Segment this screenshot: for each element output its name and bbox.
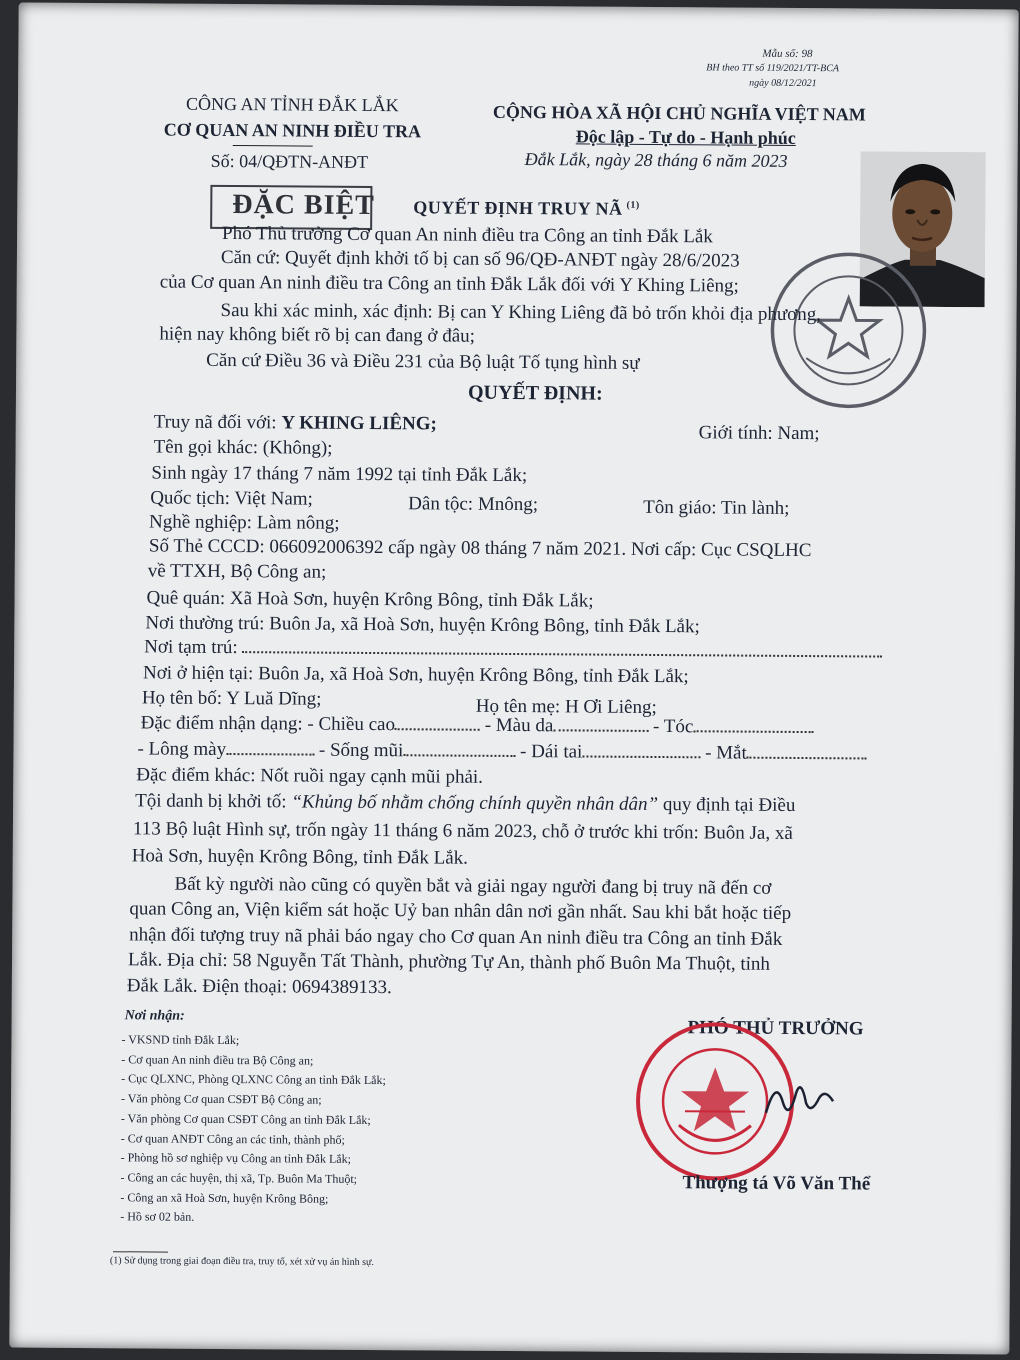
skin-blank	[553, 717, 648, 732]
agency-divider	[233, 145, 313, 147]
eye-blank	[747, 745, 867, 760]
wanted-id-line1: Số Thẻ CCCD: 066092006392 cấp ngày 08 tháng 7 năm 2021. Nơi cấp: Cục CSQLHC	[148, 535, 812, 562]
wanted-birth: Sinh ngày 17 tháng 7 năm 1992 tại tỉnh Đắk Lắk;	[151, 462, 528, 487]
ear-blank	[582, 743, 700, 758]
trait-hair: - Tóc	[653, 715, 694, 738]
trait-eyebrow: - Lông mày	[137, 738, 227, 760]
charge-crime: “Khủng bố nhằm chống chính quyền nhân dân”	[291, 791, 659, 816]
signer-name: Thượng tá Võ Văn Thể	[682, 1172, 871, 1195]
recipient-item: - Cơ quan ANĐT Công an các tỉnh, thành phố;	[120, 1130, 345, 1147]
footnote-divider	[113, 1251, 168, 1252]
preamble-basis-line2: của Cơ quan An ninh điều tra Công an tỉnh Đắk Lắk đối với Y Khing Liêng;	[159, 271, 739, 297]
preamble-legal-basis: Căn cứ Điều 36 và Điều 231 của Bộ luật Tố tụng hình sự	[206, 349, 640, 374]
recipient-item: - Hồ sơ 02 bản.	[120, 1209, 195, 1225]
wanted-nationality: Quốc tịch: Việt Nam;	[150, 487, 313, 510]
recipients-title: Nơi nhận:	[124, 1008, 185, 1024]
wanted-father: Họ tên bố: Y Luă Dĩng;	[141, 687, 322, 710]
recipient-item: - VKSND tỉnh Đắk Lắk;	[121, 1032, 240, 1048]
trait-ear: - Dái tai	[520, 741, 583, 763]
wanted-label: Truy nã đối với:	[153, 411, 277, 434]
preamble-verify-line1: Sau khi xác minh, xác định: Bị can Y Khing Liêng đã bỏ trốn khỏi địa phương,	[220, 299, 822, 326]
wanted-temporary-address	[144, 636, 882, 663]
signer-title: PHÓ THỦ TRƯỞNG	[687, 1017, 864, 1040]
trait-eye: - Mắt	[705, 742, 747, 764]
trait-skin: - Màu da	[484, 714, 554, 737]
preamble-basis-line1: Căn cứ: Quyết định khởi tố bị can số 96/QĐ-ANĐT ngày 28/6/2023	[220, 246, 740, 272]
form-ref-line2: BH theo TT số 119/2021/TT-BCA	[706, 62, 840, 75]
document-page	[9, 3, 1018, 1355]
eyebrow-blank	[226, 741, 314, 756]
agency-line2: CƠ QUAN AN NINH ĐIỀU TRA	[163, 119, 422, 142]
traits-row1	[141, 712, 814, 739]
wanted-mother: Họ tên mẹ: H Ơi Liêng;	[475, 695, 657, 718]
height-blank	[395, 716, 480, 731]
notice-line5: Đắk Lắk. Điện thoại: 0694389133.	[126, 975, 392, 999]
recipient-item: - Công an xã Hoà Sơn, huyện Krông Bông;	[120, 1189, 329, 1206]
special-stamp-text: ĐẶC BIỆT	[232, 189, 376, 222]
document-number: Số: 04/QĐTN-ANĐT	[210, 150, 369, 172]
temporary-blank	[242, 637, 882, 657]
police-seal-icon	[766, 248, 932, 414]
form-ref-line1: Mẫu số: 98	[762, 47, 813, 61]
preamble-authority: Phó Thủ trưởng Cơ quan An ninh điều tra Công an tỉnh Đắk Lắk	[222, 222, 713, 248]
signature-scribble-icon	[761, 1073, 841, 1124]
wanted-ethnicity: Dân tộc: Mnông;	[408, 493, 539, 516]
form-ref-line3: ngày 08/12/2021	[749, 77, 817, 90]
notice-line3: nhận đối tượng truy nã phải báo ngay cho Cơ quan An ninh điều tra Công an tỉnh Đắk	[129, 924, 783, 950]
wanted-permanent-address: Nơi thường trú: Buôn Ja, xã Hoà Sơn, huyện Krông Bông, tỉnh Đắk Lắk;	[145, 612, 700, 638]
traits-label: Đặc điểm nhận dạng:	[140, 712, 303, 735]
temporary-label: Nơi tạm trú:	[144, 636, 238, 659]
wanted-id-line2: về TTXH, Bộ Công an;	[147, 560, 327, 583]
republic-motto: Độc lập - Tự do - Hạnh phúc	[575, 126, 796, 148]
decision-heading: QUYẾT ĐỊNH:	[467, 381, 603, 405]
recipient-item: - Văn phòng Cơ quan CSĐT Bộ Công an;	[121, 1091, 322, 1107]
recipient-item: - Công an các huyện, thị xã, Tp. Buôn Ma Thuột;	[120, 1170, 358, 1186]
charge-line1	[135, 790, 795, 817]
wanted-alias: Tên gọi khác: (Không);	[153, 436, 333, 459]
agency-line1: CÔNG AN TỈNH ĐẮK LẮK	[185, 93, 399, 116]
charge-article: quy định tại Điều	[658, 794, 796, 816]
wanted-gender: Giới tính: Nam;	[698, 422, 820, 445]
seal-gray	[766, 248, 932, 419]
republic-name: CỘNG HÒA XÃ HỘI CHỦ NGHĨA VIỆT NAM	[492, 101, 866, 125]
title-footnote-mark: (1)	[626, 199, 640, 211]
wanted-occupation: Nghề nghiệp: Làm nông;	[149, 511, 340, 534]
recipients-list	[120, 1030, 386, 1229]
recipient-item: - Cơ quan An ninh điều tra Bộ Công an;	[121, 1051, 314, 1068]
wanted-current-address: Nơi ở hiện tại: Buôn Ja, xã Hoà Sơn, huyện Krông Bông, tỉnh Đắk Lắk;	[142, 662, 689, 688]
recipient-item: - Văn phòng Cơ quan CSĐT Công an tỉnh Đắk Lắk;	[120, 1111, 371, 1127]
place-date: Đắk Lắk, ngày 28 tháng 6 năm 2023	[524, 149, 788, 171]
wanted-hometown: Quê quán: Xã Hoà Sơn, huyện Krông Bông, tỉnh Đắk Lắk;	[146, 587, 594, 612]
recipient-item: - Cục QLXNC, Phòng QLXNC Công an tỉnh Đắk Lắk;	[121, 1071, 386, 1088]
trait-nose: - Sống mũi	[318, 739, 404, 762]
footnote: (1) Sử dụng trong giai đoạn điều tra, truy tố, xét xử vụ án hình sự.	[109, 1255, 374, 1269]
recipient-item: - Phòng hồ sơ nghiệp vụ Công an tỉnh Đắk Lắk;	[120, 1150, 352, 1167]
wanted-row	[154, 411, 437, 435]
wanted-religion: Tôn giáo: Tin lành;	[643, 496, 790, 519]
charge-label: Tội danh bị khởi tố:	[135, 790, 292, 813]
charge-line3: Hoà Sơn, huyện Krông Bông, tỉnh Đắk Lắk.	[131, 845, 469, 869]
hair-blank	[693, 718, 813, 733]
traits-row2	[137, 738, 866, 765]
nose-blank	[403, 742, 515, 757]
preamble-verify-line2: hiện nay không biết rõ bị can đang ở đâu;	[159, 323, 476, 347]
trait-height: - Chiều cao	[307, 713, 396, 736]
notice-line1: Bất kỳ người nào cũng có quyền bắt và giải ngay người đang bị truy nã đến cơ	[174, 873, 772, 899]
charge-line2: 113 Bộ luật Hình sự, trốn ngày 11 tháng 6 năm 2023, chỗ ở trước khi trốn: Buôn Ja, xã	[132, 818, 793, 844]
document-title-text: QUYẾT ĐỊNH TRUY NÃ	[413, 197, 623, 219]
notice-line2: quan Công an, Viện kiểm sát hoặc Uỷ ban nhân dân nơi gần nhất. Sau khi bắt hoặc tiếp	[129, 898, 792, 924]
wanted-other-traits: Đặc điểm khác: Nốt ruồi ngay cạnh mũi phải.	[136, 764, 484, 788]
wanted-name: Y KHING LIÊNG;	[281, 412, 437, 435]
notice-line4: Lắk. Địa chỉ: 58 Nguyễn Tất Thành, phường Tự An, thành phố Buôn Ma Thuột, tỉnh	[127, 949, 771, 975]
document-title	[413, 197, 640, 220]
